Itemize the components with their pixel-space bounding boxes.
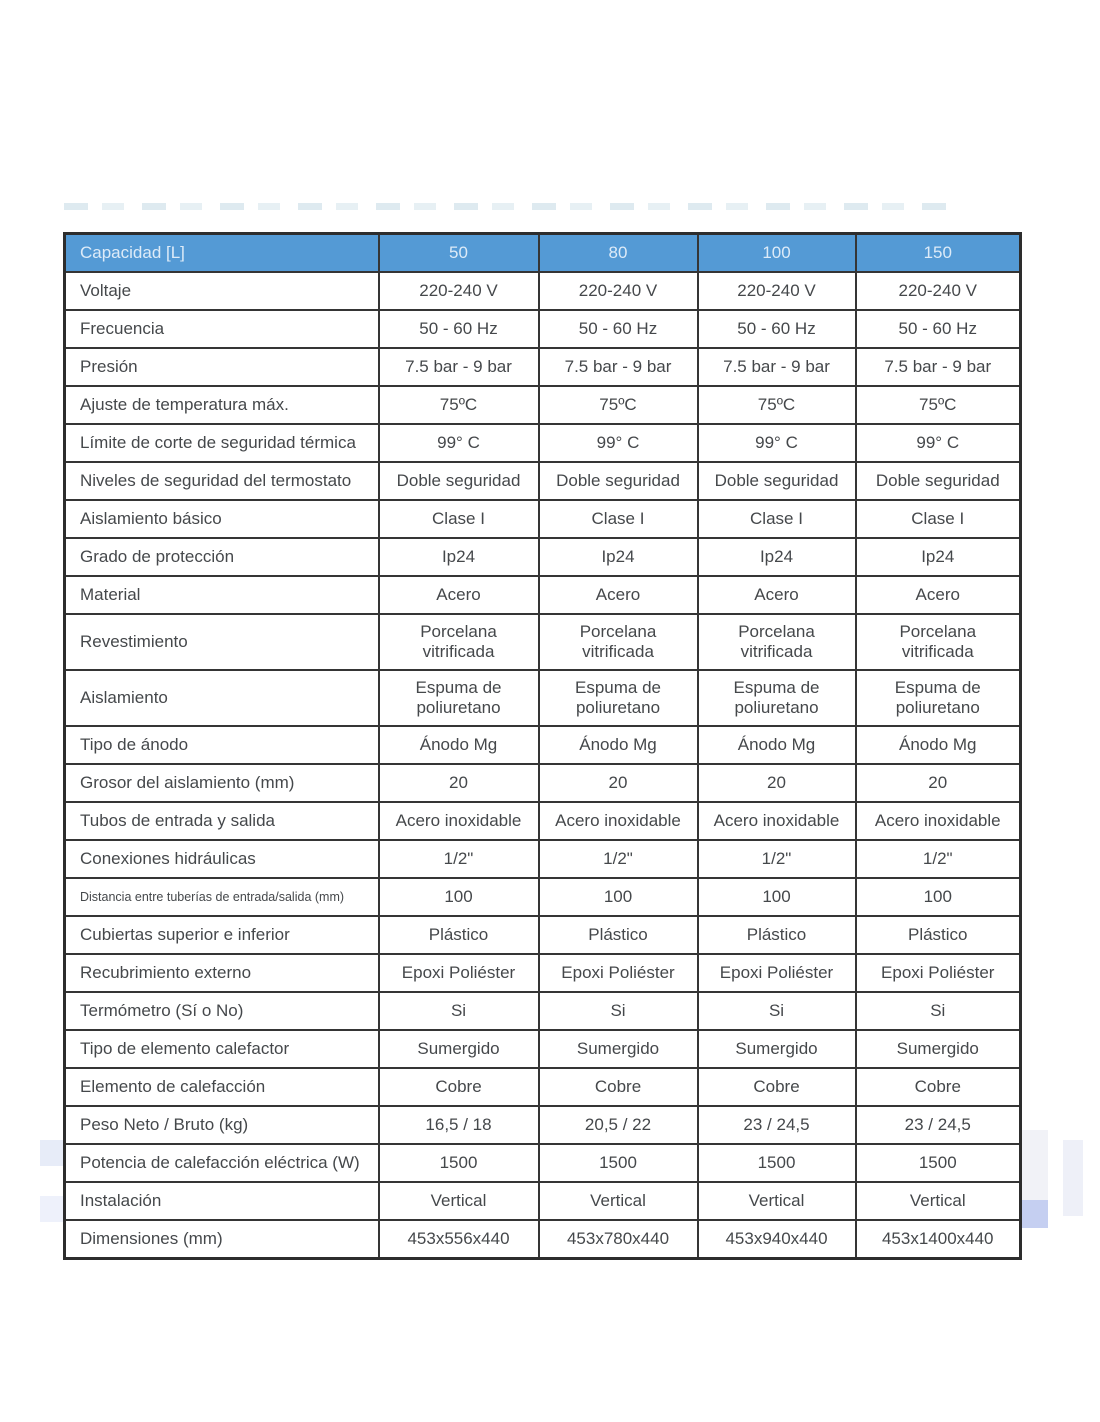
table-row-grosor-aislamiento bbox=[65, 764, 1021, 802]
spec-value: Espuma de poliuretano bbox=[539, 670, 698, 726]
spec-value: Epoxi Poliéster bbox=[539, 954, 698, 992]
spec-value: Acero inoxidable bbox=[856, 802, 1021, 840]
spec-label: Cubiertas superior e inferior bbox=[65, 916, 379, 954]
spec-label: Ajuste de temperatura máx. bbox=[65, 386, 379, 424]
spec-label: Niveles de seguridad del termostato bbox=[65, 462, 379, 500]
table-row-elemento-calefaccion bbox=[65, 1068, 1021, 1106]
spec-value: Cobre bbox=[539, 1068, 698, 1106]
spec-label: Potencia de calefacción eléctrica (W) bbox=[65, 1144, 379, 1182]
spec-value: Acero inoxidable bbox=[379, 802, 539, 840]
cropped-title-fragment bbox=[64, 203, 960, 210]
spec-value: Clase I bbox=[698, 500, 856, 538]
spec-value: 99° C bbox=[379, 424, 539, 462]
table-row-tipo-anodo bbox=[65, 726, 1021, 764]
spec-value: 20 bbox=[856, 764, 1021, 802]
spec-value: 100 bbox=[698, 878, 856, 916]
table-row-presion bbox=[65, 348, 1021, 386]
spec-value: 1500 bbox=[856, 1144, 1021, 1182]
spec-value: Clase I bbox=[856, 500, 1021, 538]
spec-value: 50 - 60 Hz bbox=[698, 310, 856, 348]
spec-value: Acero inoxidable bbox=[698, 802, 856, 840]
spec-value: 50 - 60 Hz bbox=[856, 310, 1021, 348]
spec-value: 220-240 V bbox=[698, 272, 856, 310]
spec-label: Grosor del aislamiento (mm) bbox=[65, 764, 379, 802]
spec-value: Cobre bbox=[698, 1068, 856, 1106]
spec-label: Tipo de ánodo bbox=[65, 726, 379, 764]
spec-value: Porcelana vitrificada bbox=[698, 614, 856, 670]
spec-value: 1500 bbox=[539, 1144, 698, 1182]
spec-value: Si bbox=[379, 992, 539, 1030]
spec-table bbox=[63, 232, 1022, 1260]
spec-value: Vertical bbox=[379, 1182, 539, 1220]
spec-label: Distancia entre tuberías de entrada/salida (mm) bbox=[65, 878, 379, 916]
spec-value: Cobre bbox=[379, 1068, 539, 1106]
spec-value: Porcelana vitrificada bbox=[379, 614, 539, 670]
spec-label: Grado de protección bbox=[65, 538, 379, 576]
spec-value: Ánodo Mg bbox=[539, 726, 698, 764]
spec-label: Dimensiones (mm) bbox=[65, 1220, 379, 1259]
spec-label: Revestimiento bbox=[65, 614, 379, 670]
spec-value: Acero bbox=[698, 576, 856, 614]
spec-value: Vertical bbox=[539, 1182, 698, 1220]
spec-value: 99° C bbox=[856, 424, 1021, 462]
spec-label: Frecuencia bbox=[65, 310, 379, 348]
spec-label: Instalación bbox=[65, 1182, 379, 1220]
spec-value: 20,5 / 22 bbox=[539, 1106, 698, 1144]
spec-value: Sumergido bbox=[698, 1030, 856, 1068]
spec-value: Vertical bbox=[698, 1182, 856, 1220]
spec-value: Sumergido bbox=[379, 1030, 539, 1068]
spec-value: 453x556x440 bbox=[379, 1220, 539, 1259]
spec-value: 453x1400x440 bbox=[856, 1220, 1021, 1259]
spec-value: Ánodo Mg bbox=[856, 726, 1021, 764]
spec-value: Ip24 bbox=[379, 538, 539, 576]
spec-value: Epoxi Poliéster bbox=[856, 954, 1021, 992]
spec-value: Cobre bbox=[856, 1068, 1021, 1106]
spec-value: Si bbox=[698, 992, 856, 1030]
table-row-tubos bbox=[65, 802, 1021, 840]
header-col-50: 50 bbox=[379, 234, 539, 273]
table-row-material bbox=[65, 576, 1021, 614]
spec-value: 1/2" bbox=[698, 840, 856, 878]
spec-label: Termómetro (Sí o No) bbox=[65, 992, 379, 1030]
watermark-square bbox=[1063, 1140, 1083, 1216]
spec-label: Peso Neto / Bruto (kg) bbox=[65, 1106, 379, 1144]
spec-value: Si bbox=[539, 992, 698, 1030]
spec-value: Ip24 bbox=[539, 538, 698, 576]
spec-value: 7.5 bar - 9 bar bbox=[539, 348, 698, 386]
spec-value: 220-240 V bbox=[856, 272, 1021, 310]
spec-value: Epoxi Poliéster bbox=[379, 954, 539, 992]
spec-value: 20 bbox=[379, 764, 539, 802]
table-row-peso bbox=[65, 1106, 1021, 1144]
spec-value: 1/2" bbox=[539, 840, 698, 878]
spec-label: Conexiones hidráulicas bbox=[65, 840, 379, 878]
table-row-grado-proteccion bbox=[65, 538, 1021, 576]
table-row-potencia bbox=[65, 1144, 1021, 1182]
spec-value: 50 - 60 Hz bbox=[379, 310, 539, 348]
table-row-ajuste-temperatura bbox=[65, 386, 1021, 424]
table-row-aislamiento-basico bbox=[65, 500, 1021, 538]
spec-value: Acero bbox=[379, 576, 539, 614]
spec-value: 453x940x440 bbox=[698, 1220, 856, 1259]
spec-value: Ip24 bbox=[856, 538, 1021, 576]
spec-value: 220-240 V bbox=[539, 272, 698, 310]
spec-label: Aislamiento bbox=[65, 670, 379, 726]
spec-value: Ip24 bbox=[698, 538, 856, 576]
spec-value: Espuma de poliuretano bbox=[856, 670, 1021, 726]
spec-value: Plástico bbox=[698, 916, 856, 954]
spec-value: Clase I bbox=[539, 500, 698, 538]
spec-value: 7.5 bar - 9 bar bbox=[698, 348, 856, 386]
spec-value: 20 bbox=[698, 764, 856, 802]
spec-value: Doble seguridad bbox=[379, 462, 539, 500]
table-row-distancia-tuberias bbox=[65, 878, 1021, 916]
watermark-square bbox=[1022, 1200, 1048, 1228]
spec-value: 100 bbox=[379, 878, 539, 916]
spec-value: Espuma de poliuretano bbox=[698, 670, 856, 726]
table-row-termometro bbox=[65, 992, 1021, 1030]
spec-value: Doble seguridad bbox=[539, 462, 698, 500]
spec-value: 1500 bbox=[698, 1144, 856, 1182]
spec-value: Porcelana vitrificada bbox=[539, 614, 698, 670]
spec-value: Plástico bbox=[856, 916, 1021, 954]
spec-value: Vertical bbox=[856, 1182, 1021, 1220]
spec-label: Presión bbox=[65, 348, 379, 386]
spec-label: Tubos de entrada y salida bbox=[65, 802, 379, 840]
spec-value: Sumergido bbox=[539, 1030, 698, 1068]
spec-label: Elemento de calefacción bbox=[65, 1068, 379, 1106]
spec-value: 7.5 bar - 9 bar bbox=[379, 348, 539, 386]
spec-value: Ánodo Mg bbox=[698, 726, 856, 764]
spec-label: Recubrimiento externo bbox=[65, 954, 379, 992]
table-row-cubiertas bbox=[65, 916, 1021, 954]
table-row-aislamiento bbox=[65, 670, 1021, 726]
spec-value: Sumergido bbox=[856, 1030, 1021, 1068]
table-row-instalacion bbox=[65, 1182, 1021, 1220]
spec-value: 1/2" bbox=[856, 840, 1021, 878]
spec-value: Espuma de poliuretano bbox=[379, 670, 539, 726]
header-col-80: 80 bbox=[539, 234, 698, 273]
header-capacity-label: Capacidad [L] bbox=[65, 234, 379, 273]
spec-value: Plástico bbox=[539, 916, 698, 954]
spec-value: Doble seguridad bbox=[698, 462, 856, 500]
spec-label: Límite de corte de seguridad térmica bbox=[65, 424, 379, 462]
table-row-dimensiones bbox=[65, 1220, 1021, 1259]
spec-value: 7.5 bar - 9 bar bbox=[856, 348, 1021, 386]
table-header-row bbox=[65, 234, 1021, 273]
spec-value: Doble seguridad bbox=[856, 462, 1021, 500]
table-row-niveles-seguridad bbox=[65, 462, 1021, 500]
spec-value: 1/2" bbox=[379, 840, 539, 878]
spec-value: 99° C bbox=[539, 424, 698, 462]
watermark-square bbox=[40, 1140, 64, 1166]
spec-value: Clase I bbox=[379, 500, 539, 538]
table-row-limite-corte bbox=[65, 424, 1021, 462]
spec-value: 100 bbox=[539, 878, 698, 916]
spec-value: 99° C bbox=[698, 424, 856, 462]
spec-value: 75ºC bbox=[539, 386, 698, 424]
spec-value: 75ºC bbox=[379, 386, 539, 424]
spec-value: 23 / 24,5 bbox=[856, 1106, 1021, 1144]
spec-label: Aislamiento básico bbox=[65, 500, 379, 538]
spec-value: 1500 bbox=[379, 1144, 539, 1182]
table-row-conexiones bbox=[65, 840, 1021, 878]
spec-value: Porcelana vitrificada bbox=[856, 614, 1021, 670]
spec-value: Si bbox=[856, 992, 1021, 1030]
spec-value: 100 bbox=[856, 878, 1021, 916]
spec-value: Acero inoxidable bbox=[539, 802, 698, 840]
table-row-revestimiento bbox=[65, 614, 1021, 670]
spec-value: Acero bbox=[539, 576, 698, 614]
spec-value: 220-240 V bbox=[379, 272, 539, 310]
watermark-square bbox=[1022, 1130, 1048, 1200]
table-row-frecuencia bbox=[65, 310, 1021, 348]
spec-value: 20 bbox=[539, 764, 698, 802]
spec-value: 16,5 / 18 bbox=[379, 1106, 539, 1144]
spec-label: Tipo de elemento calefactor bbox=[65, 1030, 379, 1068]
table-row-recubrimiento bbox=[65, 954, 1021, 992]
table-row-tipo-calefactor bbox=[65, 1030, 1021, 1068]
spec-value: Acero bbox=[856, 576, 1021, 614]
spec-value: Plástico bbox=[379, 916, 539, 954]
header-col-150: 150 bbox=[856, 234, 1021, 273]
header-col-100: 100 bbox=[698, 234, 856, 273]
spec-label: Material bbox=[65, 576, 379, 614]
spec-value: 75ºC bbox=[856, 386, 1021, 424]
watermark-square bbox=[40, 1196, 64, 1222]
spec-value: 453x780x440 bbox=[539, 1220, 698, 1259]
spec-value: 75ºC bbox=[698, 386, 856, 424]
spec-value: Ánodo Mg bbox=[379, 726, 539, 764]
spec-value: 50 - 60 Hz bbox=[539, 310, 698, 348]
spec-value: 23 / 24,5 bbox=[698, 1106, 856, 1144]
spec-value: Epoxi Poliéster bbox=[698, 954, 856, 992]
table-row-voltaje bbox=[65, 272, 1021, 310]
spec-label: Voltaje bbox=[65, 272, 379, 310]
